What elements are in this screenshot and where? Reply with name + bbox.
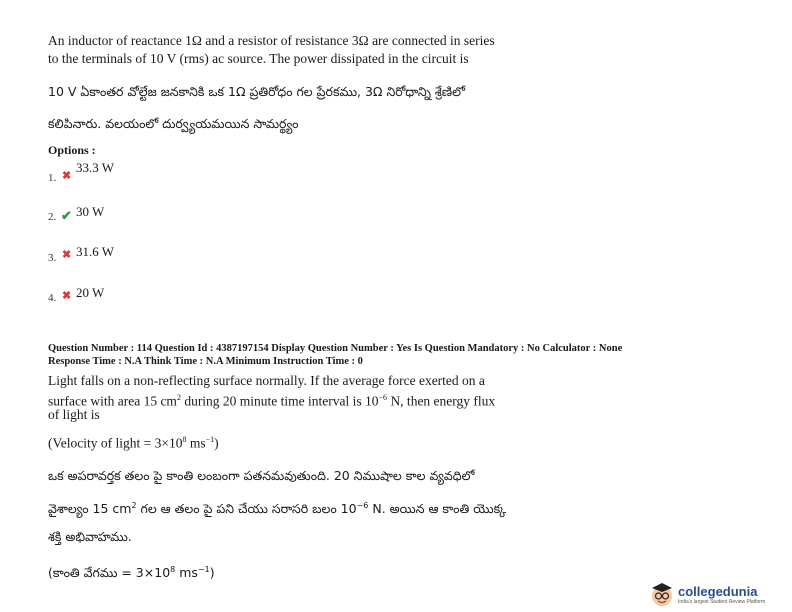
collegedunia-logo [648, 580, 788, 608]
q114-line4: (Velocity of light = $3\times 10^8$ $ms^{-1}$) [48, 435, 219, 451]
checkmark-icon: ✔ [61, 208, 72, 223]
cross-icon: ✖ [62, 170, 72, 182]
q113-telugu-line1: 10 V ఏకాంతర వోల్టేజ జనకానికి ఒక 1Ω ప్రతిరోధం గల ప్రేరకము, 3Ω నిరోధాన్ని శ్రేణిలో [48, 84, 465, 99]
q114-line2: surface with area 15 $cm^2$ during 20 minute time interval is $10^{-6}$ N, then energy flux [48, 393, 496, 409]
logo-name: collegedunia [678, 584, 758, 599]
q114-telugu-line4: (కాంతి వేగము = $3\times 10^8$ $ms^{-1}$) [48, 565, 215, 581]
option-number: 1. [48, 172, 57, 184]
q113-line2: to the terminals of 10 V (rms) ac source. The power dissipated in the circuit is [48, 51, 469, 66]
q114-telugu-line2: వైశాల్యం 15 $cm^2$ గల ఆ తలం పై పని చేయు సరాసరి బలం $10^{-6}$ N. అయిన ఆ కాంతి యొక్క [48, 501, 507, 517]
question-meta-line1: Question Number : 114 Question Id : 4387197154 Display Question Number : Yes Is Question Mandatory : No Calculator : None [48, 343, 623, 354]
q113-telugu-line2: కలిపినారు. వలయంలో దుర్వ్యయమయిన సామర్థ్యం [48, 116, 299, 131]
q114-line3: of light is [48, 407, 100, 422]
cross-icon: ✖ [62, 249, 72, 261]
q114-telugu-line3: శక్తి అభివాహము. [48, 529, 132, 544]
option-number: 3. [48, 252, 57, 264]
option-value: 33.3 W [76, 160, 115, 175]
option-value: 20 W [76, 285, 105, 300]
option-number: 4. [48, 292, 57, 304]
mascot-icon [648, 580, 676, 608]
options-label: Options : [48, 143, 96, 157]
option-number: 2. [48, 211, 57, 223]
q114-telugu-line1: ఒక అపరావర్తక తలం పై కాంతి లంబంగా పతనమవుతుంది. 20 నిముషాల కాల వ్యవధిలో [48, 468, 475, 483]
option-value: 30 W [76, 204, 105, 219]
option-value: 31.6 W [76, 244, 115, 259]
cross-icon: ✖ [62, 290, 72, 302]
q113-line1: An inductor of reactance 1Ω and a resistor of resistance 3Ω are connected in series [48, 33, 495, 48]
q114-line1: Light falls on a non-reflecting surface normally. If the average force exerted on a [48, 373, 485, 388]
logo-tagline: India's largest Student Review Platform [678, 599, 766, 605]
question-meta-line2: Response Time : N.A Think Time : N.A Minimum Instruction Time : 0 [48, 356, 363, 367]
